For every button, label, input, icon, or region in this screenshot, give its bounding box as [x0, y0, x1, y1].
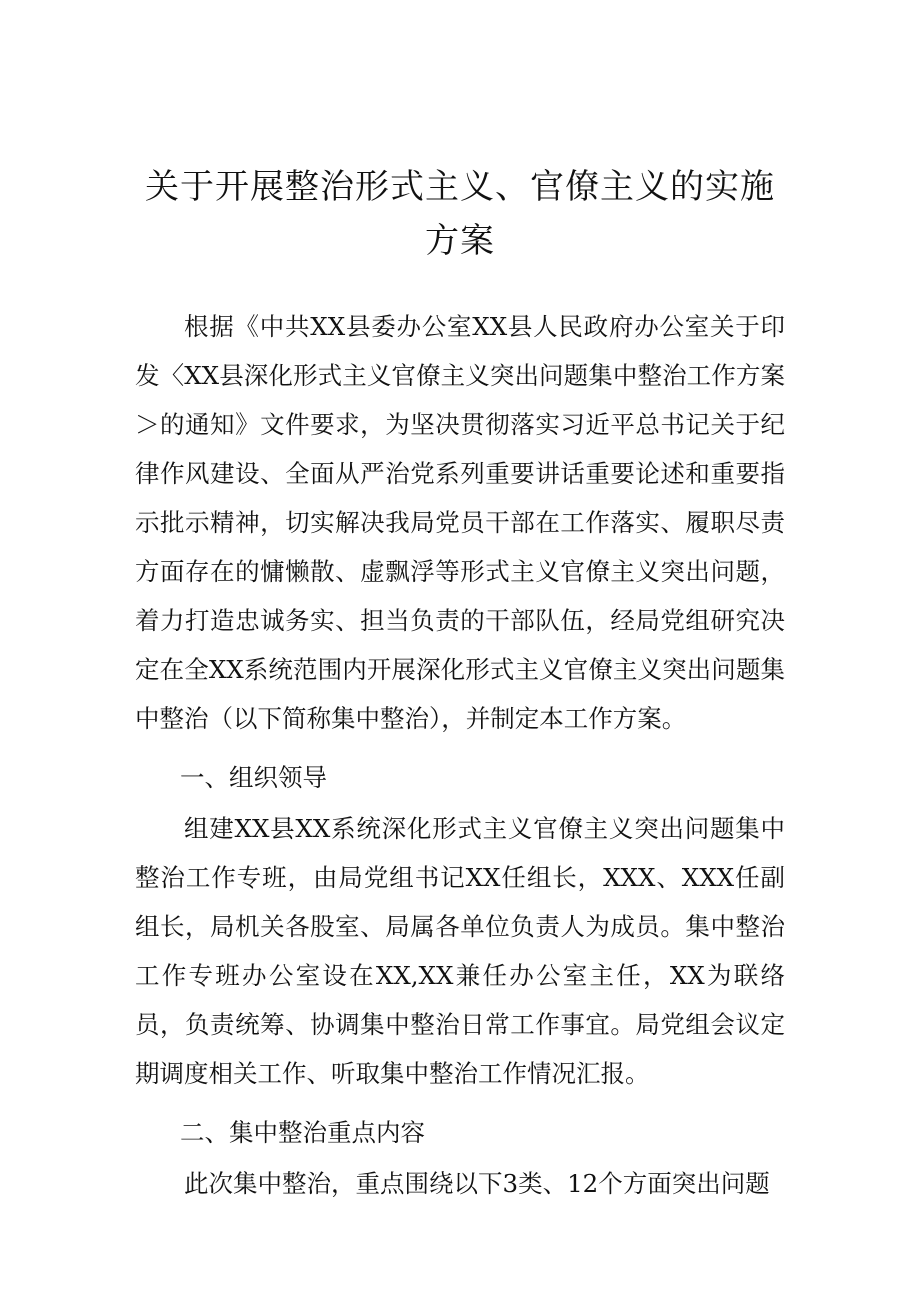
title-line-2: 方案 — [425, 221, 495, 261]
section-2-heading: 二、集中整治重点内容 — [180, 1118, 425, 1147]
section-1-paragraph: 组建XX县XX系统深化形式主义官僚主义突出问题集中整治工作专班，由局党组书记XX任组长，XXX、XXX任副组长，局机关各股室、局属各单位负责人为成员。集中整治工作专班办公室设在XX,XX兼任办公室主任，XX为联络员，负责统筹、协调集中整治日常工作事宜。局党组会议定期调度相关工作、听取集中整治工作情况汇报。 — [135, 814, 785, 1088]
intro-paragraph: 根据《中共XX县委办公室XX县人民政府办公室关于印发〈XX县深化形式主义官僚主义突出问题集中整治工作方案＞的通知》文件要求，为坚决贯彻落实习近平总书记关于纪律作风建设、全面从严治党系列重要讲话重要论述和重要指示批示精神，切实解决我局党员干部在工作落实、履职尽责方面存在的慵懒散、虚飘浮等形式主义官僚主义突出问题，着力打造忠诚务实、担当负责的干部队伍，经局党组研究决定在全XX系统范围内开展深化形式主义官僚主义突出问题集中整治（以下简称集中整治），并制定本工作方案。 — [135, 312, 785, 733]
title-line-1: 关于开展整治形式主义、官僚主义的实施 — [145, 167, 775, 207]
section-2-paragraph: 此次集中整治，重点围绕以下3类、12个方面突出问题 — [184, 1169, 770, 1198]
document-title — [0, 160, 920, 268]
section-1-heading: 一、组织领导 — [180, 763, 327, 792]
document-body — [135, 302, 785, 1208]
